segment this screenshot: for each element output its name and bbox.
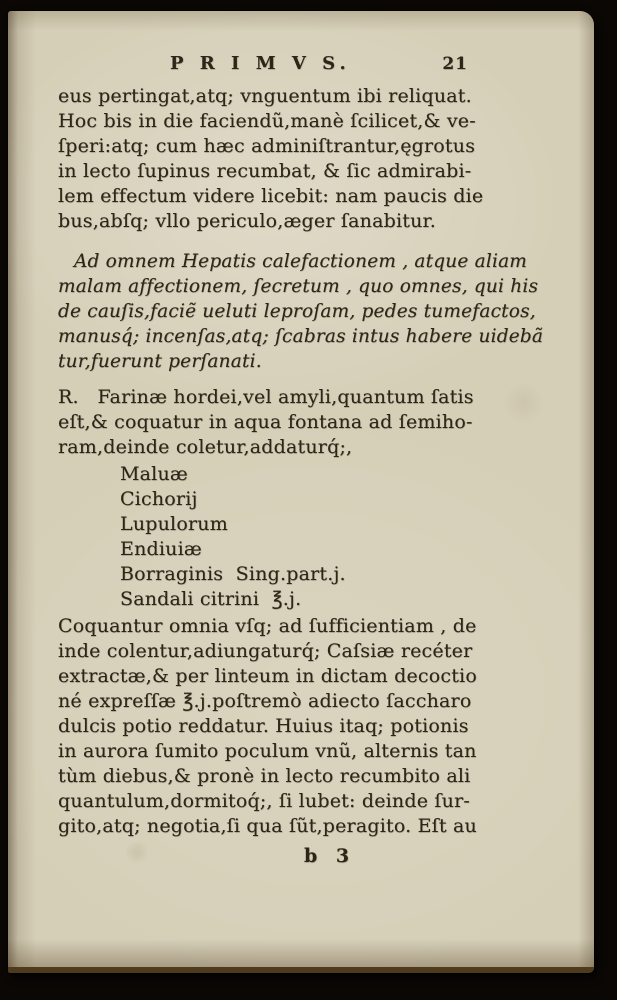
text-line: tur,fuerunt perſanati. bbox=[58, 351, 262, 372]
text-line: Ad omnem Hepatis calefactionem , atque aliam bbox=[74, 251, 528, 272]
text-line: Coquantur omnia vſq; ad ſufficientiam , de bbox=[58, 615, 477, 637]
paragraph-recipe bbox=[58, 385, 544, 460]
paragraph-coquantur bbox=[58, 614, 544, 839]
text-line: eſt,& coquatur in aqua fontana ad ſemiho- bbox=[58, 411, 473, 433]
text-line: gito,atq; negotia,ſi qua ſũt,peragito. Eſt au bbox=[58, 815, 477, 837]
text-line: eus pertingat,atq; vnguentum ibi reliquat. bbox=[58, 85, 472, 107]
text-line: né expreſſæ ℥.j.poſtremò adiecto ſaccharo bbox=[58, 690, 472, 712]
text-line: lem effectum videre licebit: nam paucis die bbox=[58, 185, 484, 207]
text-column bbox=[58, 51, 544, 869]
ingredient-item: Sandali citrini ℥.j. bbox=[120, 588, 302, 610]
paragraph-unguent bbox=[58, 84, 544, 234]
text-line: tùm diebus,& pronè in lecto recumbito ali bbox=[58, 765, 471, 787]
ingredient-item: Endiuiæ bbox=[120, 538, 202, 560]
text-line: inde colentur,adiungaturq́; Caſsiæ recéter bbox=[58, 640, 473, 662]
signature-mark: b 3 bbox=[304, 845, 356, 867]
text-line: in aurora ſumito poculum vnũ, alternis tan bbox=[58, 740, 477, 762]
page-number: 21 bbox=[442, 54, 468, 74]
text-line: R. Farinæ hordei,vel amyli,quantum ſatis bbox=[58, 386, 474, 408]
text-line: ſperi:atq; cum hæc adminiſtrantur,ęgrotus bbox=[58, 135, 476, 157]
ingredient-list bbox=[120, 462, 544, 612]
text-line: manusq́; incenſas,atq; ſcabras intus habere uidebã bbox=[58, 326, 544, 347]
text-line: ram,deinde coletur,addaturq́;, bbox=[58, 436, 353, 458]
paragraph-secretum-italic bbox=[58, 249, 544, 374]
text-line: de cauſis,faciẽ ueluti leproſam, pedes tumefactos, bbox=[58, 301, 536, 322]
text-line: in lecto ſupinus recumbat, & ſic admirabi- bbox=[58, 160, 472, 182]
text-line: Hoc bis in die faciendũ,manè ſcilicet,& ve- bbox=[58, 110, 476, 132]
running-head bbox=[58, 51, 544, 77]
running-title: P R I M V S. bbox=[170, 53, 351, 74]
ingredient-item: Borraginis Sing.part.j. bbox=[120, 563, 346, 585]
text-line: bus,abſq; vllo periculo,æger ſanabitur. bbox=[58, 210, 436, 232]
text-line: quantulum,dormitoq́;, ſi lubet: deinde ſur- bbox=[58, 790, 470, 812]
text-line: extractæ,& per linteum in dictam decoctio bbox=[58, 665, 477, 687]
text-line: dulcis potio reddatur. Huius itaq; potionis bbox=[58, 715, 469, 737]
text-line: malam affectionem, ſecretum , quo omnes, qui his bbox=[58, 276, 539, 297]
ingredient-item: Maluæ bbox=[120, 463, 188, 485]
ingredient-item: Cichorij bbox=[120, 488, 198, 510]
ingredient-item: Lupulorum bbox=[120, 513, 228, 535]
book-page bbox=[8, 11, 594, 973]
